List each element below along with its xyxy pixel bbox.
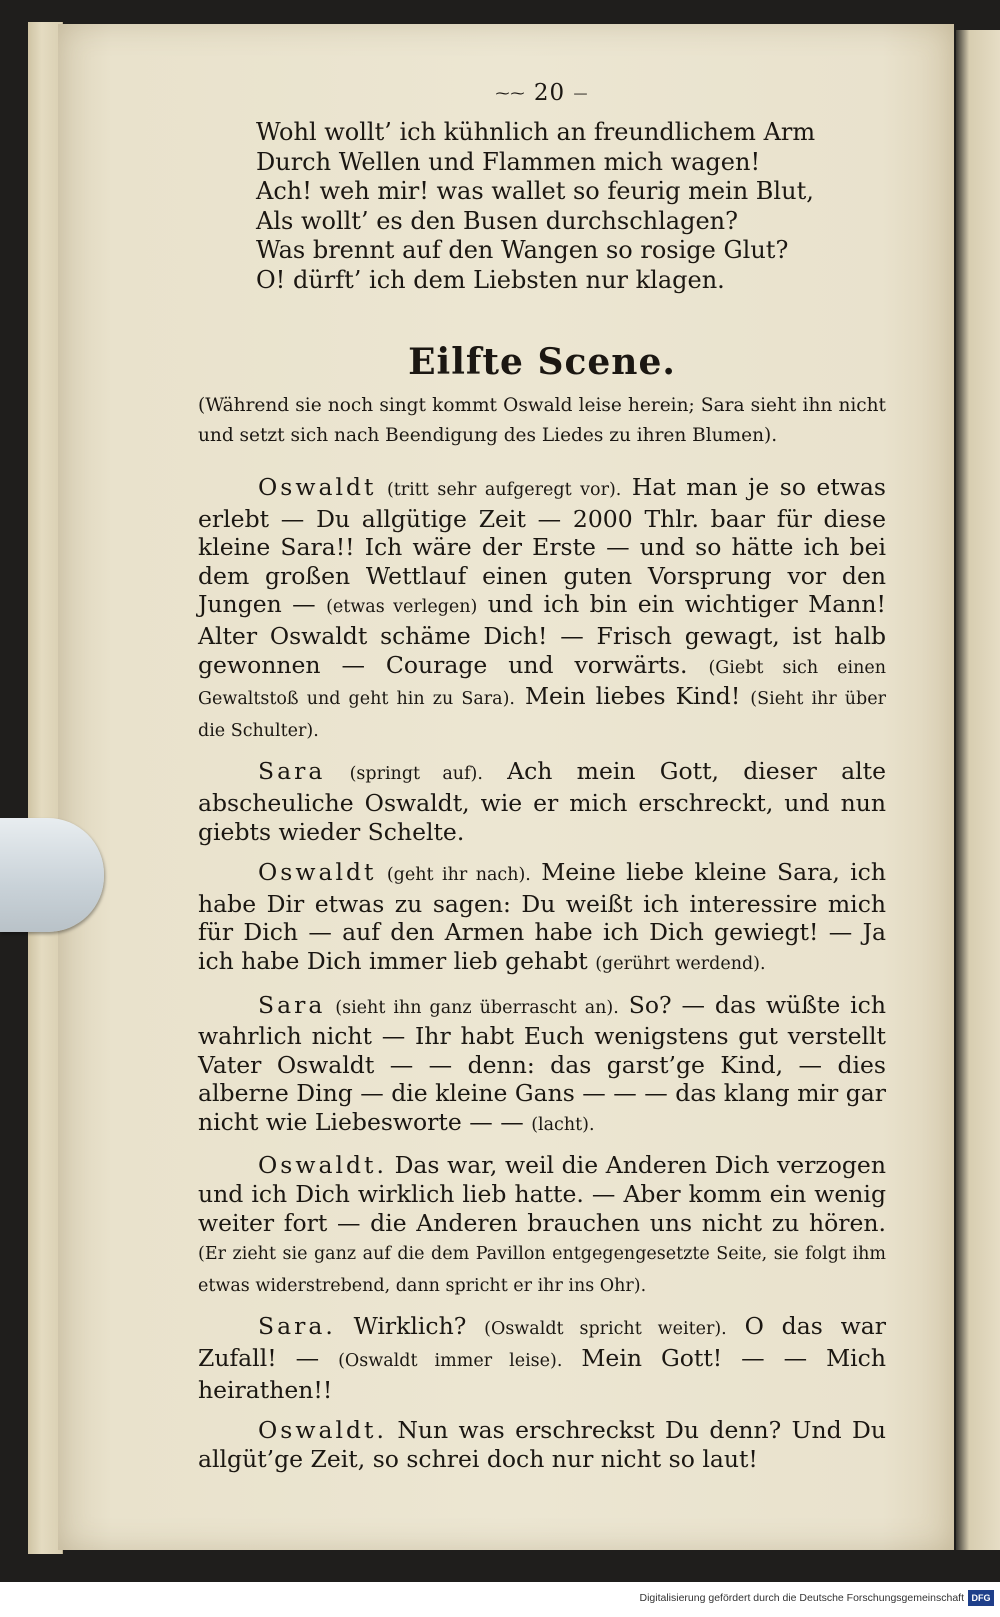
stage-direction: (lacht).	[531, 1114, 595, 1135]
speaker-name: Sara.	[258, 1312, 336, 1341]
verse-line: O! dürft’ ich dem Liebsten nur klagen.	[256, 265, 725, 294]
speech-text: O das war Zufall! —	[198, 1312, 886, 1373]
verse-line: Durch Wellen und Flammen mich wagen!	[256, 147, 761, 176]
speech	[198, 1416, 886, 1473]
speaker-name: Sara	[258, 757, 326, 786]
stage-direction: (gerührt werdend).	[595, 953, 766, 974]
speech-text: Ach mein Gott, dieser alte abscheuliche Oswaldt, wie er mich erschreckt, und nun giebts wieder Schelte.	[198, 757, 886, 846]
footer-bar	[0, 1582, 1000, 1617]
speech-text: So? — das wüßte ich wahrlich nicht — Ihr habt Euch wenigstens gut verstellt Vater Oswaldt — — denn: das garst’ge Kind, — dies alberne Ding — die kleine Gans — — — das klang mir gar nicht wie Liebesworte — —	[198, 990, 886, 1136]
page-number-value: 20	[533, 80, 566, 106]
verse-line: Wohl wollt’ ich kühnlich an freundlichem Arm	[256, 118, 816, 146]
speaker-name: Sara	[258, 990, 326, 1019]
dfg-logo: DFG	[968, 1590, 994, 1606]
speech	[198, 757, 886, 846]
stage-direction: (geht ihr nach).	[386, 865, 531, 886]
speech-text: Hat man je so etwas erlebt — Du allgütige Zeit — 2000 Thlr. baar für diese kleine Sara!! Ich wäre der Erste — und so hätte ich bei dem großen Wettlauf einen guten Vorsprung vor den Jungen —	[198, 473, 886, 619]
speech	[198, 858, 886, 978]
speech	[198, 473, 886, 745]
footer-credit: Digitalisierung gefördert durch die Deutsche Forschungsgemeinschaft	[639, 1592, 964, 1604]
speech	[198, 1151, 886, 1300]
scene-stage-direction: (Während sie noch singt kommt Oswald leise herein; Sara sieht ihn nicht und setzt sich nach Beendigung des Liedes zu ihren Blumen).	[198, 395, 886, 446]
speech	[198, 991, 886, 1140]
speech-text: Mein liebes Kind!	[524, 682, 741, 711]
speech-text: Wirklich?	[353, 1312, 467, 1341]
verse-line: Ach! weh mir! was wallet so feurig mein Blut,	[256, 177, 814, 205]
speech	[198, 1312, 886, 1404]
speaker-name: Oswaldt.	[258, 1416, 387, 1445]
speaker-name: Oswaldt.	[258, 1151, 387, 1180]
stage-direction: (Er zieht sie ganz auf die dem Pavillon entgegengesetzte Seite, sie folgt ihm etwas widerstrebend, dann spricht er ihr ins Ohr).	[198, 1244, 886, 1296]
verse-line: Als wollt’ es den Busen durchschlagen?	[256, 206, 738, 235]
dialogue	[198, 473, 886, 1473]
stage-direction: (springt auf).	[349, 764, 483, 785]
speech-text: Nun was erschreckst Du denn? Und Du allgüt’ge Zeit, so schrei doch nur nicht so laut!	[198, 1416, 886, 1473]
right-page-edge	[956, 30, 1000, 1550]
dash-ornament: —	[573, 86, 589, 102]
speaker-name: Oswaldt	[258, 858, 377, 887]
page-text	[198, 80, 886, 1473]
stage-direction: (Oswaldt spricht weiter).	[484, 1319, 727, 1340]
speech-text: Meine liebe kleine Sara, ich habe Dir etwas zu sagen: Du weißt ich interessire mich für Dich — auf den Armen habe ich Dich gewiegt! — Ja ich habe Dich immer lieb gehabt	[198, 858, 886, 975]
stage-direction: (etwas verlegen)	[326, 597, 478, 618]
verse-line: Was brennt auf den Wangen so rosige Glut?	[256, 236, 789, 264]
stage-direction: (tritt sehr aufgeregt vor).	[386, 480, 622, 500]
stage-direction: (Sieht ihr über die Schulter).	[198, 689, 886, 741]
page-number	[198, 80, 886, 106]
speech-text: und ich bin ein wichtiger Mann! Alter Oswaldt schäme Dich! — Frisch gewagt, ist halb gewonnen — Courage und vorwärts.	[198, 590, 886, 679]
speech-text: Mein Gott! — — Mich heirathen!!	[198, 1344, 886, 1404]
scene-heading: Eilfte Scene.	[408, 341, 676, 383]
stage-direction: (Giebt sich einen Gewaltstoß und geht hin zu Sara).	[198, 657, 886, 710]
stage-direction: (Oswaldt immer leise).	[338, 1351, 563, 1372]
speech-text: Das war, weil die Anderen Dich verzogen und ich Dich wirklich lieb hatte. — Aber komm ein wenig weiter fort — die Anderen brauchen uns nicht zu hören.	[198, 1151, 886, 1237]
ornament-icon: ⁓⁓	[495, 86, 526, 102]
song-verse	[256, 118, 886, 295]
stage-direction: (sieht ihn ganz überrascht an).	[335, 997, 619, 1018]
speaker-name: Oswaldt	[258, 473, 377, 501]
